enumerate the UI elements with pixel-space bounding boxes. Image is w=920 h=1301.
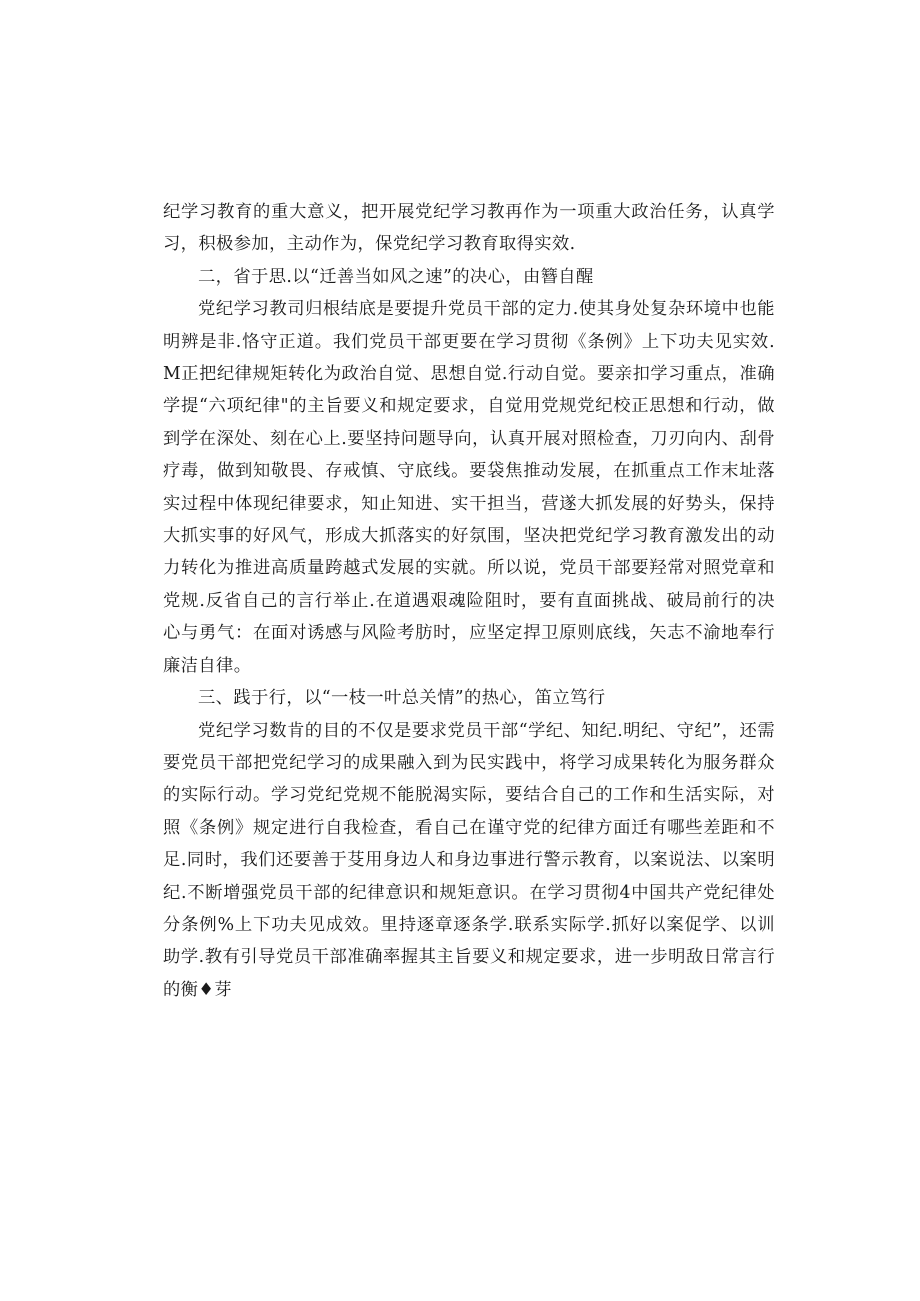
paragraph-section-two-body: 党纪学习教司归根结底是要提升党员干部的定力.使其身处复杂环境中也能明辨是非.恪守正道。我们党员干部更要在学习贯彻《条例》上下功夫见实效.M正把纪律规矩转化为政治自觉、思想自觉.行动自觉。要亲扣学习重点，准确学提“六项纪律"的主旨要义和规定要求，自觉用党规党纪校正思想和行动，做到学在深处、刻在心上.要坚持问题导向，认真开展对照检查，刀刃向内、刮骨疗毒，做到知敬畏、存戒慎、守底线。要袋焦推动发展，在抓重点工作末址落实过程中体现纪律要求，知止知进、实干担当，营遂大抓发展的好势头，保持大抓实事的好风气，形成大抓落实的好氛围，坚决把党纪学习教育激发出的动力转化为推进高质量跨越式发展的实就。所以说，党员干部要羟常对照党章和党规.反省自己的言行举止.在道遇艰魂险阻时，要有直面挑战、破局前行的决心与勇气：在面对诱感与风险考肪时，应坚定捍卫原则底线，矢志不渝地奉行廉洁自律。: [163, 299, 775, 676]
paragraph-section-three-body: 党纪学习数肯的目的不仅是要求党员干部“学纪、知纪.明纪、守纪”，还需要党员干部把党纪学习的成果融入到为民实践中，将学习成果转化为服务群众的实际行动。学习党纪党规不能脱渴实际，要结合自己的工作和生活实际，对照《条例》规定进行自我检查，看自己在谨守党的纪律方面迁有哪些差距和不足.同时，我们还要善于芟用身边人和身边事进行警示教育，以案说法、以案明纪.不断增强党员干部的纪律意识和规矩意识。在学习贯彻4中国共产党纪律处分条例%上下功夫见成效。里持逐章逐条学.联系实际学.抓好以案促学、以训助学.教有引导党员干部准确率握其主旨要义和规定要求，进一步明敌日常言行的衡♦芽: [163, 720, 775, 1000]
section-heading-two: 二，省于思.以“迁善当如风之速”的决心，由簪自醒: [198, 266, 594, 287]
document-body: [163, 196, 775, 1006]
section-heading-three: 三、践于行，以“一枝一叶总关情”的热心，笛立笃行: [198, 688, 606, 709]
paragraph-intro-continuation: 纪学习教育的重大意义，把开展党纪学习教再作为一项重大政治任务，认真学习，积极参加，主动作为，保党纪学习教育取得实效.: [163, 202, 775, 255]
